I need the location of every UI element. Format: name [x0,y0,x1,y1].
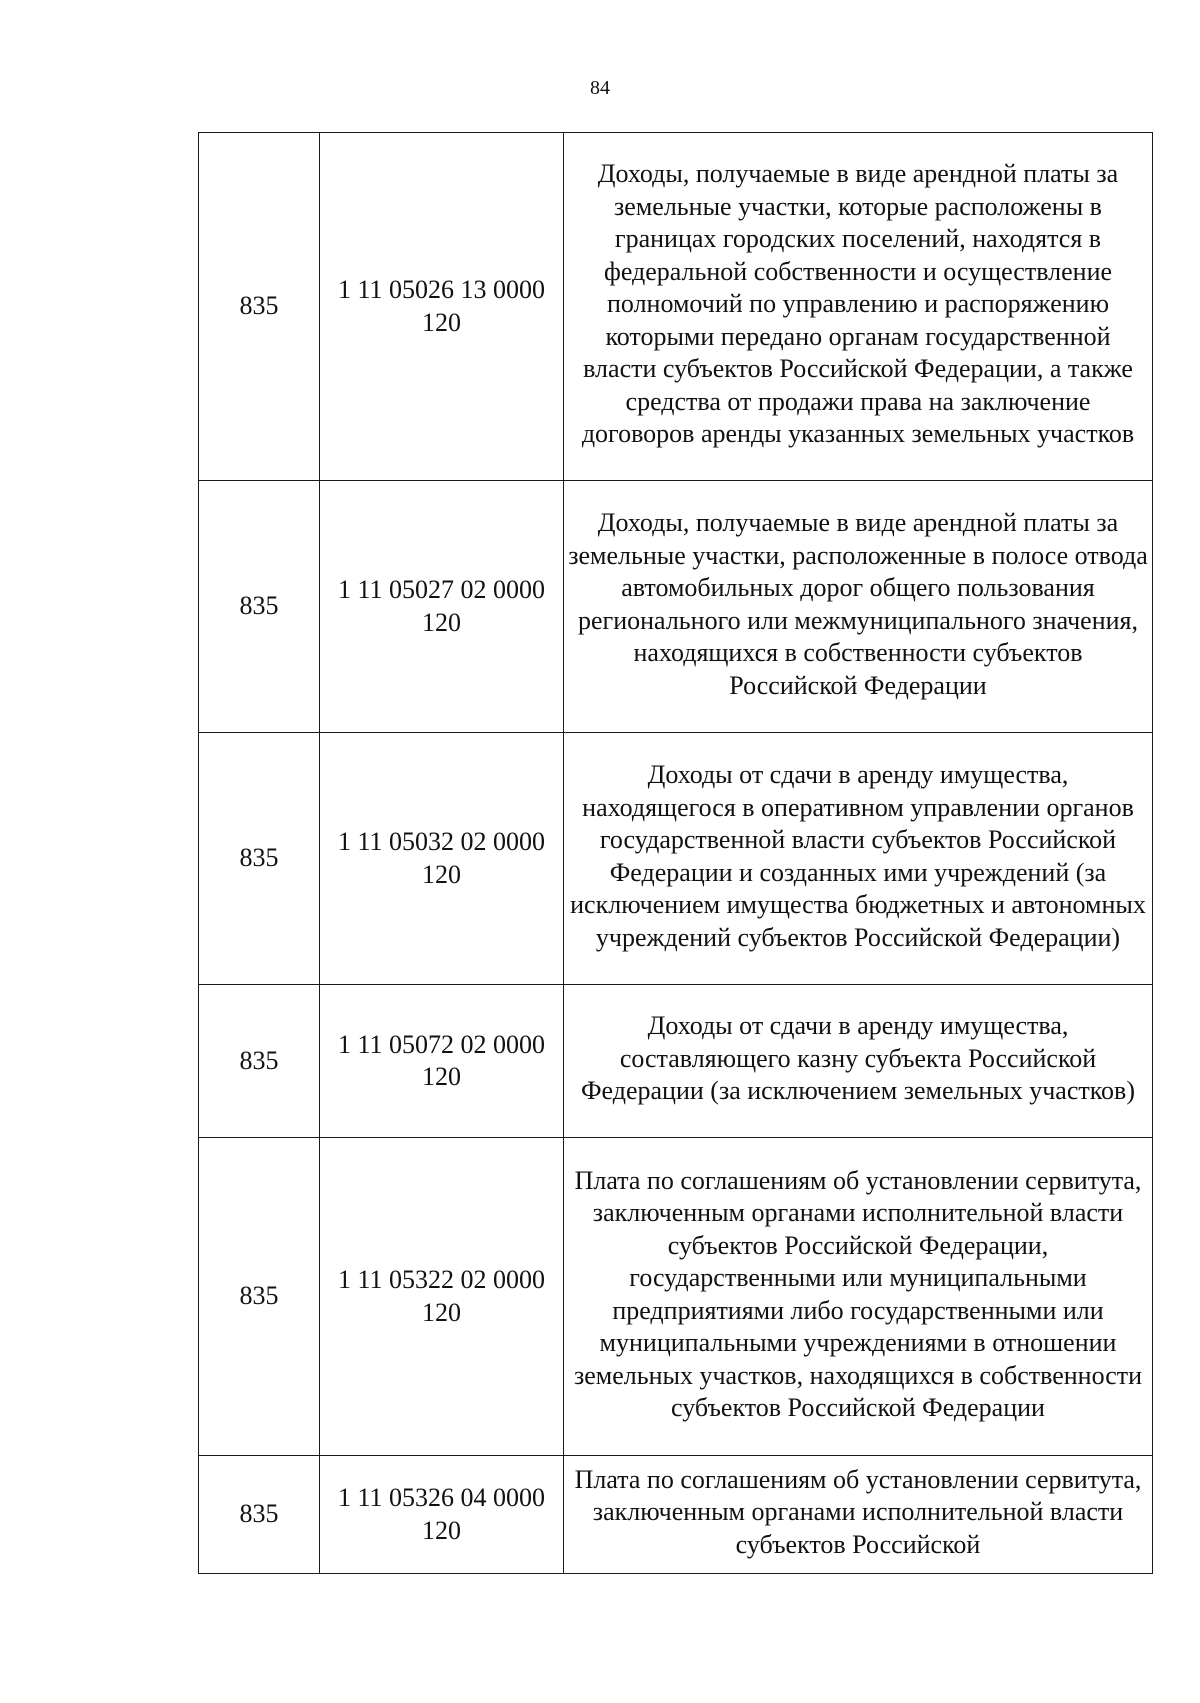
budget-code-cell [320,1456,564,1574]
budget-code: 1 11 05326 04 0000 [337,1483,546,1512]
admin-code-cell: 835 [199,1138,320,1456]
table-row [199,1456,1153,1574]
budget-code-cell [320,733,564,985]
admin-code-cell: 835 [199,481,320,733]
budget-code-suffix: 120 [422,1062,461,1091]
page-number: 84 [590,77,610,99]
admin-code-cell: 835 [199,985,320,1138]
description-cell: Доходы, получаемые в виде арендной платы за земельные участки, которые расположены в границах городских поселений, находятся в федеральной собственности и осуществление полномочий по управлению и распоряжению которыми передано органам государственной власти субъектов Российской Федерации, а также средства от продажи права на заключение договоров аренды указанных земельных участков [564,133,1153,481]
budget-code: 1 11 05027 02 0000 [337,575,546,604]
budget-code: 1 11 05026 13 0000 [337,275,546,304]
table-row [199,1138,1153,1456]
revenue-codes-table [198,132,1153,1574]
budget-code-cell [320,985,564,1138]
budget-code-suffix: 120 [422,859,461,889]
admin-code-cell: 835 [199,1456,320,1574]
table-row [199,985,1153,1138]
budget-code-cell [320,481,564,733]
description-cell: Плата по соглашениям об установлении сервитута, заключенным органами исполнительной власти субъектов Российской [564,1456,1153,1574]
description-cell: Доходы от сдачи в аренду имущества, находящегося в оперативном управлении органов государственной власти субъектов Российской Федерации и созданных ими учреждений (за исключением имущества бюджетных и автономных учреждений субъектов Российской Федерации) [564,733,1153,985]
budget-code-suffix: 120 [422,307,461,337]
budget-code-cell [320,1138,564,1456]
budget-code-suffix: 120 [422,1515,461,1545]
admin-code-cell: 835 [199,733,320,985]
description-cell: Доходы, получаемые в виде арендной платы за земельные участки, расположенные в полосе отвода автомобильных дорог общего пользования регионального или межмуниципального значения, находящихся в собственности субъектов Российской Федерации [564,481,1153,733]
description-cell: Плата по соглашениям об установлении сервитута, заключенным органами исполнительной власти субъектов Российской Федерации, государственными или муниципальными предприятиями либо государственными или муниципальными учреждениями в отношении земельных участков, находящихся в собственности субъектов Российской Федерации [564,1138,1153,1456]
budget-code: 1 11 05072 02 0000 [337,1029,546,1059]
table-row [199,733,1153,985]
budget-code-suffix: 120 [422,1297,461,1327]
description-cell: Доходы от сдачи в аренду имущества, составляющего казну субъекта Российской Федерации (за исключением земельных участков) [564,985,1153,1138]
table-row [199,133,1153,481]
budget-code: 1 11 05322 02 0000 [337,1265,546,1294]
admin-code-cell: 835 [199,133,320,481]
budget-code-cell [320,133,564,481]
budget-code-suffix: 120 [422,607,461,637]
table-row [199,481,1153,733]
budget-code: 1 11 05032 02 0000 [337,827,546,856]
